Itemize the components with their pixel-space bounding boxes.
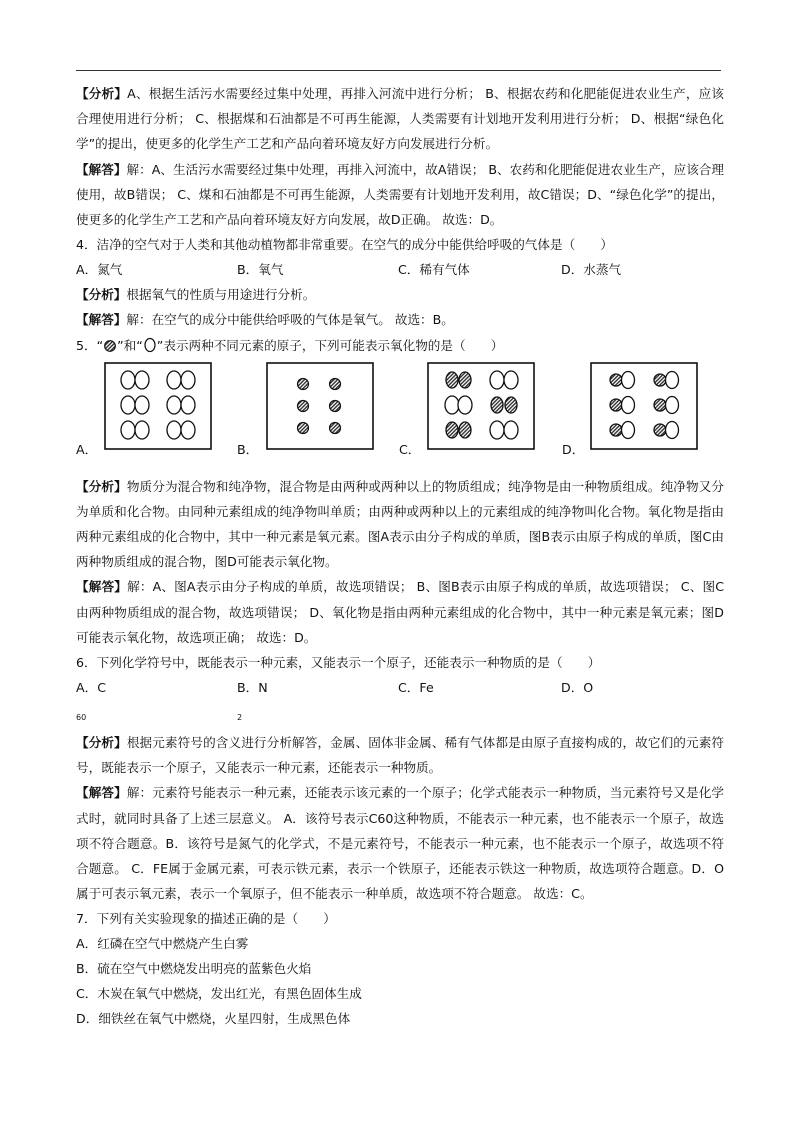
header-rule <box>76 70 721 71</box>
q5-question: 5．“ ”和“ ”表示两种不同元素的原子，下列可能表示氧化物的是（ ） <box>76 337 504 353</box>
q5-figures <box>76 358 724 474</box>
q5-option-d-label[interactable]: D． <box>562 441 585 457</box>
q7-option-b[interactable]: B．硫在空气中燃烧发出明亮的蓝紫色火焰 <box>76 961 312 977</box>
q6-options <box>76 675 724 730</box>
q6-option-d[interactable]: D．O <box>561 680 594 696</box>
q5-analysis: 【分析】物质分为混合物和纯净物，混合物是由两种或两种以上的物质组成；纯净物是由一种物质组成。纯净物又分为单质和化合物。由同种元素组成的纯净物叫单质；由两种或两种以上的元素组成的纯净物叫化合物。氧化物是指由两种元素组成的化合物中，其中一种元素是氧元素。图A表示由分子构成的单质，图B表示由原子构成的单质，图C由两种物质组成的混合物，图D可能表示氧化物。 <box>76 478 725 570</box>
q5-figure-d[interactable] <box>590 362 698 450</box>
q4-question: 4．洁净的空气对于人类和其他动植物都非常重要。在空气的成分中能供给呼吸的气体是（ ） <box>76 237 613 253</box>
document-body <box>76 81 724 1031</box>
q5-figure-c[interactable] <box>427 362 535 450</box>
q3-analysis: 【分析】A、根据生活污水需要经过集中处理，再排入河流中进行分析； B、根据农药和化肥能促进农业生产，应该合理使用进行分析； C、根据煤和石油都是不可再生能源，人类需要有计划地开发利用进行分析； D、根据“绿色化学”的提出，使更多的化学生产工艺和产品向着环境友好方向发展进行分析。 <box>76 86 725 152</box>
q5-option-b-label[interactable]: B． <box>237 441 259 457</box>
q7-option-a[interactable]: A．红磷在空气中燃烧产生白雾 <box>76 936 249 952</box>
q5-option-c-label[interactable]: C． <box>399 441 421 457</box>
q6-option-c[interactable]: C．Fe <box>398 680 434 696</box>
q4-answer: 【解答】解：在空气的成分中能供给呼吸的气体是氧气。 故选：B。 <box>76 312 454 328</box>
q7-question: 7．下列有关实验现象的描述正确的是（ ） <box>76 911 336 927</box>
q4-option-b[interactable]: B．氧气 <box>237 262 284 278</box>
q7-option-d[interactable]: D．细铁丝在氧气中燃烧，火星四射，生成黑色体 <box>76 1011 351 1027</box>
hatched-atom-icon <box>103 339 117 353</box>
q6-analysis: 【分析】根据元素符号的含义进行分析解答，金属、固体非金属、稀有气体都是由原子直接构成的，故它们的元素符号，既能表示一个原子，又能表示一种元素，还能表示一种物质。 <box>76 735 725 776</box>
q6-option-a[interactable]: A．C $_{60}$ <box>76 680 107 723</box>
q6-option-b[interactable]: B．N $_2$ <box>237 680 268 723</box>
q4-options <box>76 257 724 282</box>
empty-atom-icon <box>143 337 157 353</box>
q7-option-c[interactable]: C．木炭在氧气中燃烧，发出红光，有黑色固体生成 <box>76 986 362 1002</box>
q3-answer: 【解答】解：A、生活污水需要经过集中处理，再排入河流中，故A错误； B、农药和化肥能促进农业生产，应该合理使用，故B错误； C、煤和石油都是不可再生能源，人类需要有计划地开发利用，故C错误；D、“绿色化学”的提出，使更多的化学生产工艺和产品向着环境友好方向发展，故D正确。 故选：D。 <box>76 161 725 228</box>
q4-option-c[interactable]: C．稀有气体 <box>398 262 470 278</box>
q5-option-a-label[interactable]: A． <box>76 441 98 457</box>
q4-analysis: 【分析】根据氧气的性质与用途进行分析。 <box>76 287 316 303</box>
q5-answer: 【解答】解：A、图A表示由分子构成的单质，故选项错误； B、图B表示由原子构成的单质，故选项错误； C、图C由两种物质组成的混合物，故选项错误； D、氧化物是指由两种元素组成的化合物中，其中一种元素是氧元素；图D可能表示氧化物，故选项正确； 故选：D。 <box>76 579 725 645</box>
q6-question: 6．下列化学符号中，既能表示一种元素，又能表示一个原子，还能表示一种物质的是（ ） <box>76 655 601 671</box>
q5-figure-b[interactable] <box>266 362 374 450</box>
q4-option-a[interactable]: A．氮气 <box>76 262 123 278</box>
q5-figure-a[interactable] <box>104 362 212 450</box>
q4-option-d[interactable]: D．水蒸气 <box>561 262 622 278</box>
q6-answer: 【解答】解：元素符号能表示一种元素，还能表示该元素的一个原子；化学式能表示一种物质，当元素符号又是化学式时，就同时具备了上述三层意义。 A．该符号表示C60这种物质，不能表示一种元素，也不能表示一个原子，故选项不符合题意。B．该符号是氮气的化学式，不是元素符号，不能表示一种元素，也不能表示一个原子，故选项不符合题意。 C．FE属于金属元素，可表示铁元素，表示一个铁原子，还能表示铁这一种物质，故选项符合题意。D．O属于可表示氧元素，表示一个氧原子，但不能表示一种单质，故选项不符合题意。 故选：C。 <box>76 785 725 902</box>
